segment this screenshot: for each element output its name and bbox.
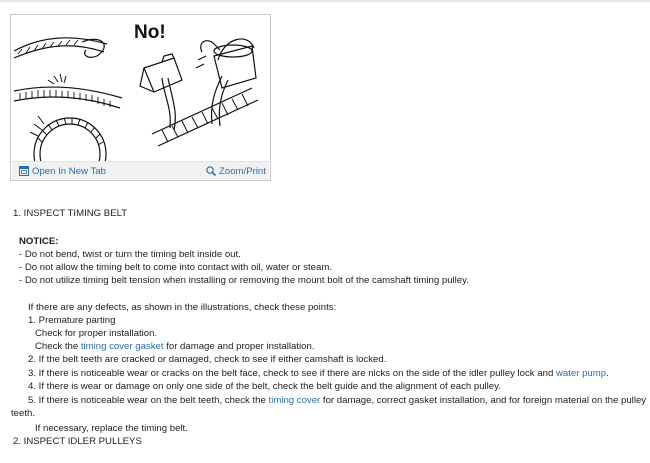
zoom-print-link[interactable] (206, 166, 266, 177)
replace-note: If necessary, replace the timing belt. (35, 423, 188, 434)
text-segment: 5. If there is noticeable wear on the belt teeth, check the (28, 395, 269, 406)
new-tab-icon (19, 166, 29, 176)
step-inspect-idler-pulleys: 2. INSPECT IDLER PULLEYS (13, 436, 142, 447)
check-point: 1. Premature parting (28, 315, 116, 326)
check-point (28, 395, 646, 407)
check-detail (35, 341, 314, 353)
text-segment: for damage and proper installation. (163, 341, 315, 352)
top-divider (0, 0, 650, 2)
check-point-wrap: teeth. (11, 408, 36, 419)
text-segment: 3. If there is noticeable wear or cracks on the belt face, check to see if there are nicks on the side of the idler pulley lock and (28, 368, 556, 379)
figure-toolbar (12, 161, 269, 180)
step-inspect-timing-belt: 1. INSPECT TIMING BELT (13, 208, 128, 219)
notice-item: - Do not utilize timing belt tension when installing or removing the mount bolt of the camshaft timing pulley. (19, 275, 469, 286)
illustration-panel (10, 14, 271, 181)
timing-cover-link[interactable]: timing cover (268, 395, 321, 406)
water-pump-link[interactable]: water pump (555, 368, 607, 379)
no-label: No! (134, 22, 166, 43)
open-in-new-tab-link[interactable] (19, 166, 106, 177)
defects-intro: If there are any defects, as shown in the illustrations, check these points: (28, 302, 337, 313)
check-point: 2. If the belt teeth are cracked or damaged, check to see if either camshaft is locked. (28, 354, 387, 365)
text-segment: . (606, 368, 609, 379)
check-point (28, 368, 609, 380)
timing-cover-gasket-link[interactable]: timing cover gasket (80, 341, 164, 352)
notice-item: - Do not allow the timing belt to come into contact with oil, water or steam. (19, 262, 333, 273)
magnifier-icon (206, 166, 216, 176)
text-segment: for damage, correct gasket installation, and for foreign material on the pulley (320, 395, 647, 406)
open-in-new-tab-label: Open In New Tab (32, 166, 106, 177)
notice-heading: NOTICE: (19, 236, 59, 247)
text-segment: Check the (35, 341, 81, 352)
zoom-print-label: Zoom/Print (219, 166, 266, 177)
notice-item: - Do not bend, twist or turn the timing belt inside out. (19, 249, 241, 260)
check-detail: Check for proper installation. (35, 328, 158, 339)
timing-belt-illustration (12, 16, 269, 161)
check-point: 4. If there is wear or damage on only one side of the belt, check the belt guide and the alignment of each pulley. (28, 381, 501, 392)
